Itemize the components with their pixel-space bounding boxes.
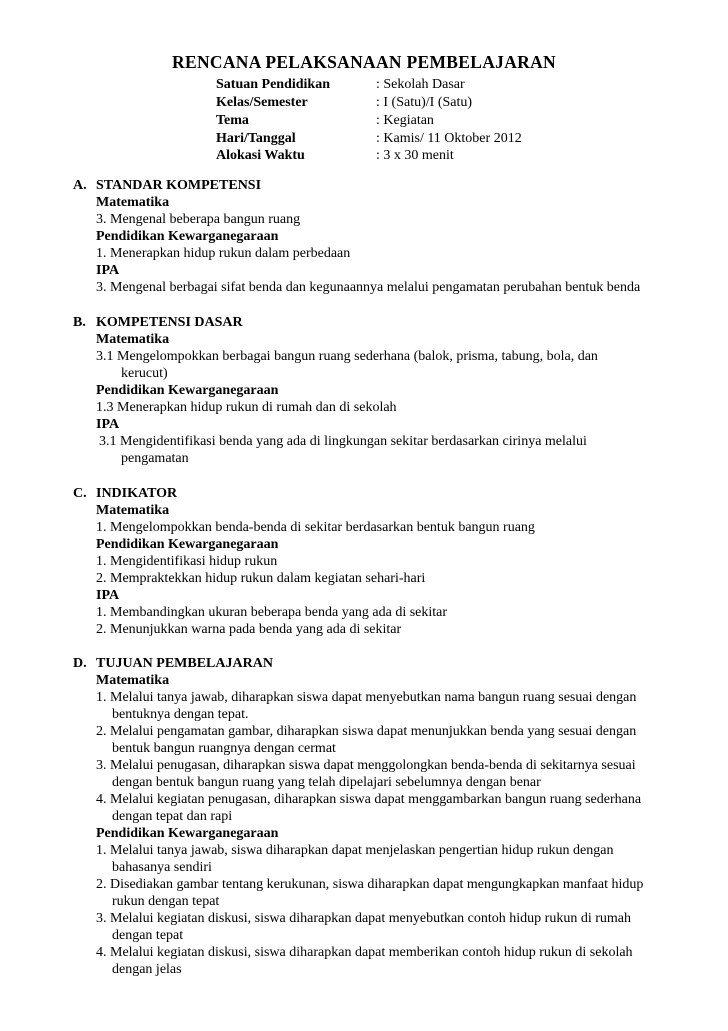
meta-value: : 3 x 30 menit xyxy=(376,148,454,163)
list-item-continuation: bentuk bangun ruangnya dengan cermat xyxy=(112,741,336,756)
section-c-letter: C. xyxy=(73,486,87,501)
document-title: RENCANA PELAKSANAAN PEMBELAJARAN xyxy=(172,52,556,72)
list-item: 3. Melalui penugasan, diharapkan siswa dapat menggolongkan benda-benda di sekitarnya sesuai xyxy=(96,758,636,773)
list-item: 2. Melalui pengamatan gambar, diharapkan siswa dapat menunjukkan benda yang sesuai dengan xyxy=(96,724,637,739)
list-item: 3.1 Mengelompokkan berbagai bangun ruang sederhana (balok, prisma, tabung, bola, dan xyxy=(96,349,598,364)
list-item-continuation: bentuknya dengan tepat. xyxy=(112,707,249,722)
subject-heading: IPA xyxy=(96,588,120,603)
list-item-continuation: dengan tepat xyxy=(112,928,184,943)
meta-label: Kelas/Semester xyxy=(216,95,308,110)
list-item: 2. Disediakan gambar tentang kerukunan, siswa diharapkan dapat mengungkapkan manfaat hidup xyxy=(96,877,644,892)
list-item: 2. Menunjukkan warna pada benda yang ada di sekitar xyxy=(96,622,402,637)
list-item: 4. Melalui kegiatan diskusi, siswa diharapkan dapat memberikan contoh hidup rukun di sekolah xyxy=(96,945,633,960)
section-b-letter: B. xyxy=(73,315,86,330)
subject-heading: Matematika xyxy=(96,195,170,210)
list-item: 1. Melalui tanya jawab, diharapkan siswa dapat menyebutkan nama bangun ruang sesuai dengan xyxy=(96,690,637,705)
meta-label: Hari/Tanggal xyxy=(216,131,296,146)
list-item-continuation: rukun dengan tepat xyxy=(112,894,220,909)
subject-heading: Matematika xyxy=(96,332,170,347)
list-item: 1.3 Menerapkan hidup rukun di rumah dan di sekolah xyxy=(96,400,397,415)
list-item-continuation: bahasanya sendiri xyxy=(112,860,212,875)
list-item-continuation: pengamatan xyxy=(121,451,189,466)
meta-value: : Kamis/ 11 Oktober 2012 xyxy=(376,131,522,146)
list-item: 1. Menerapkan hidup rukun dalam perbedaan xyxy=(96,246,351,261)
list-item: 1. Mengidentifikasi hidup rukun xyxy=(96,554,278,569)
subject-heading: IPA xyxy=(96,263,120,278)
subject-heading: Pendidikan Kewarganegaraan xyxy=(96,383,279,398)
list-item: 2. Mempraktekkan hidup rukun dalam kegiatan sehari-hari xyxy=(96,571,426,586)
list-item: 3.1 Mengidentifikasi benda yang ada di lingkungan sekitar berdasarkan cirinya melalui xyxy=(99,434,587,449)
list-item: 1. Melalui tanya jawab, siswa diharapkan dapat menjelaskan pengertian hidup rukun dengan xyxy=(96,843,614,858)
subject-heading: Pendidikan Kewarganegaraan xyxy=(96,537,279,552)
section-c-title: INDIKATOR xyxy=(96,486,178,501)
section-a-letter: A. xyxy=(73,178,87,193)
subject-heading: IPA xyxy=(96,417,120,432)
list-item-continuation: dengan jelas xyxy=(112,962,182,977)
list-item-continuation: dengan bentuk bangun ruang yang telah dipelajari sebelumnya dengan benar xyxy=(112,775,541,790)
subject-heading: Matematika xyxy=(96,503,170,518)
meta-value: : I (Satu)/I (Satu) xyxy=(376,95,473,110)
meta-value: : Kegiatan xyxy=(376,113,434,128)
list-item: 1. Mengelompokkan benda-benda di sekitar berdasarkan bentuk bangun ruang xyxy=(96,520,535,535)
list-item-continuation: kerucut) xyxy=(121,366,168,381)
section-a-title: STANDAR KOMPETENSI xyxy=(96,178,262,193)
section-d-letter: D. xyxy=(73,656,87,671)
list-item: 3. Mengenal beberapa bangun ruang xyxy=(96,212,301,227)
list-item: 3. Mengenal berbagai sifat benda dan kegunaannya melalui pengamatan perubahan bentuk benda xyxy=(96,280,641,295)
list-item-continuation: dengan tepat dan rapi xyxy=(112,809,233,824)
meta-value: : Sekolah Dasar xyxy=(376,77,465,92)
section-b-title: KOMPETENSI DASAR xyxy=(96,315,243,330)
list-item: 4. Melalui kegiatan penugasan, diharapkan siswa dapat menggambarkan bangun ruang sederhana xyxy=(96,792,642,807)
meta-label: Satuan Pendidikan xyxy=(216,77,330,92)
subject-heading: Matematika xyxy=(96,673,170,688)
meta-label: Tema xyxy=(216,113,249,128)
subject-heading: Pendidikan Kewarganegaraan xyxy=(96,229,279,244)
meta-label: Alokasi Waktu xyxy=(216,148,305,163)
section-d-title: TUJUAN PEMBELAJARAN xyxy=(96,656,273,671)
list-item: 1. Membandingkan ukuran beberapa benda yang ada di sekitar xyxy=(96,605,448,620)
subject-heading: Pendidikan Kewarganegaraan xyxy=(96,826,279,841)
list-item: 3. Melalui kegiatan diskusi, siswa diharapkan dapat menyebutkan contoh hidup rukun di rumah xyxy=(96,911,631,926)
